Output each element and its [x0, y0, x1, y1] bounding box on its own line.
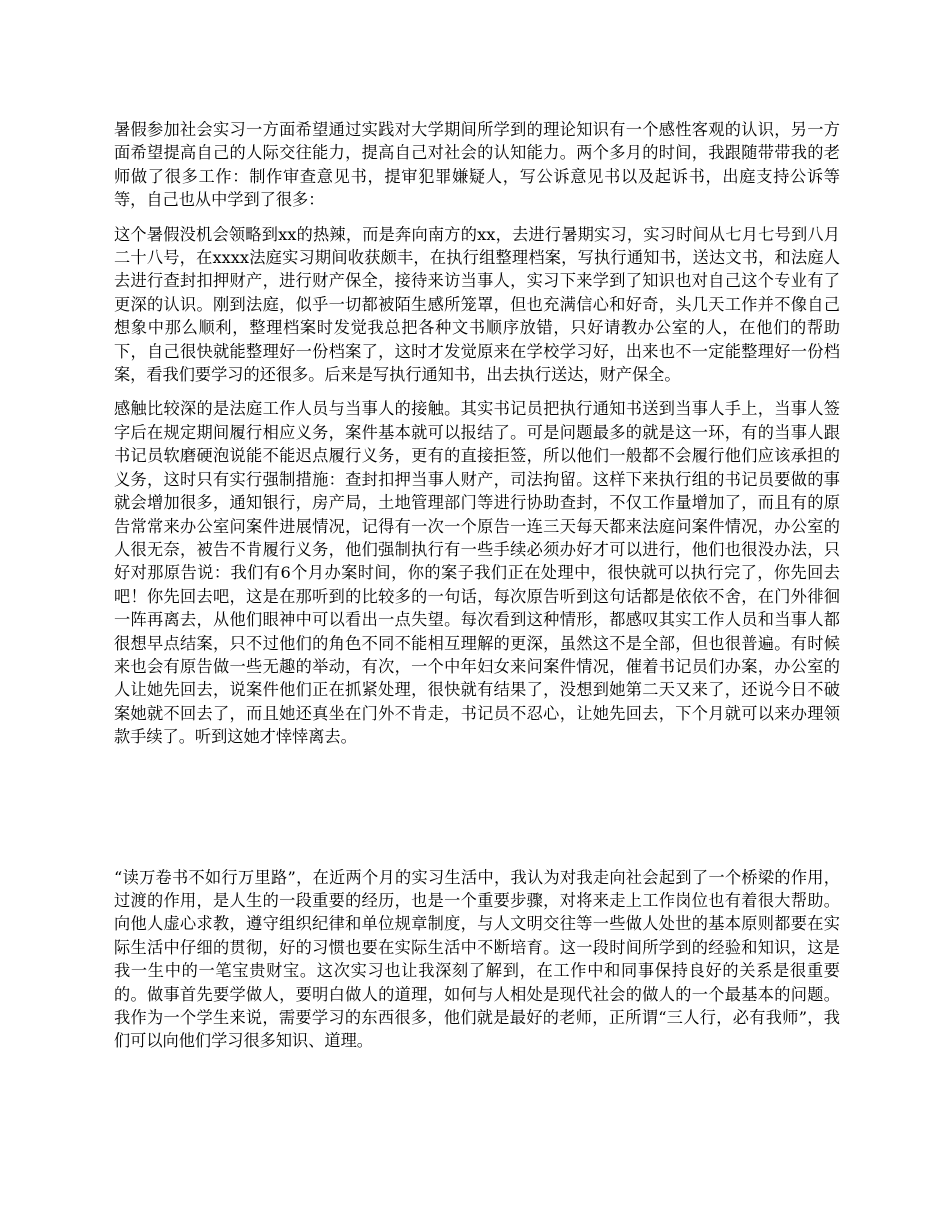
blank-spacer: [114, 749, 840, 866]
paragraph-conclusion: “读万卷书不如行万里路”，在近两个月的实习生活中，我认为对我走向社会起到了一个桥梁的作用，过渡的作用，是人生的一段重要的经历，也是一个重要步骤，对将来走上工作岗位也有着很大帮助。向他人虚心求教，遵守组织纪律和单位规章制度，与人文明交往等一些做人处世的基本原则都要在实际生活中仔细的贯彻，好的习惯也要在实际生活中不断培育。这一段时间所学到的经验和知识，这是我一生中的一笔宝贵财宝。这次实习也让我深刻了解到，在工作中和同事保持良好的关系是很重要的。做事首先要学做人，要明白做人的道理，如何与人相处是现代社会的做人的一个最基本的问题。我作为一个学生来说，需要学习的东西很多，他们就是最好的老师，正所谓“三人行，必有我师”，我们可以向他们学习很多知识、道理。: [114, 867, 840, 1051]
paragraph-litigant-contact: 感触比较深的是法庭工作人员与当事人的接触。其实书记员把执行通知书送到当事人手上，当事人签字后在规定期间履行相应义务，案件基本就可以报结了。可是问题最多的就是这一环，有的当事人跟书记员软磨硬泡说能不能迟点履行义务，更有的直接拒签，所以他们一般都不会履行他们应该承担的义务，这时只有实行强制措施：查封扣押当事人财产，司法拘留。这样下来执行组的书记员要做的事就会增加很多，通知银行，房产局，土地管理部门等进行协助查封，不仅工作量增加了，而且有的原告常常来办公室问案件进展情况，记得有一次一个原告一连三天每天都来法庭问案件情况，办公室的人很无奈，被告不肯履行义务，他们强制执行有一些手续必须办好才可以进行，他们也很没办法，只好对那原告说：我们有6个月办案时间，你的案子我们正在处理中，很快就可以执行完了，你先回去吧！你先回去吧，这是在那听到的比较多的一句话，每次原告听到这句话都是依依不舍，在门外徘徊一阵再离去，从他们眼神中可以看出一点失望。每次看到这种情形，都感叹其实工作人员和当事人都很想早点结案，只不过他们的角色不同不能相互理解的更深，虽然这不是全部，但也很普遍。有时候来也会有原告做一些无趣的举动，有次，一个中年妇女来问案件情况，催着书记员们办案，办公室的人让她先回去，说案件他们正在抓紧处理，很快就有结果了，没想到她第二天又来了，还说今日不破案她就不回去了，而且她还真坐在门外不肯走，书记员不忍心，让她先回去，下个月就可以来办理领款手续了。听到这她才悻悻离去。: [114, 399, 840, 747]
paragraph-court-work: 这个暑假没机会领略到xx的热辣，而是奔向南方的xx，去进行暑期实习，实习时间从七月七号到八月二十八号，在xxxx法庭实习期间收获颇丰，在执行组整理档案，写执行通知书，送达文书，和法庭人去进行查封扣押财产，进行财产保全，接待来访当事人，实习下来学到了知识也对自己这个专业有了更深的认识。刚到法庭，似乎一切都被陌生感所笼罩，但也充满信心和好奇，头几天工作并不像自己想象中那么顺利，整理档案时发觉我总把各种文书顺序放错，只好请教办公室的人，在他们的帮助下，自己很快就能整理好一份档案了，这时才发觉原来在学校学习好，出来也不一定能整理好一份档案，看我们要学习的还很多。后来是写执行通知书，出去执行送达，财产保全。: [114, 224, 840, 385]
document-page: [114, 118, 840, 1053]
paragraph-intro: 暑假参加社会实习一方面希望通过实践对大学期间所学到的理论知识有一个感性客观的认识，另一方面希望提高自己的人际交往能力，提高自己对社会的认知能力。两个多月的时间，我跟随带带我的老师做了很多工作：制作审查意见书，提审犯罪嫌疑人，写公诉意见书以及起诉书，出庭支持公诉等等，自己也从中学到了很多：: [114, 120, 840, 210]
